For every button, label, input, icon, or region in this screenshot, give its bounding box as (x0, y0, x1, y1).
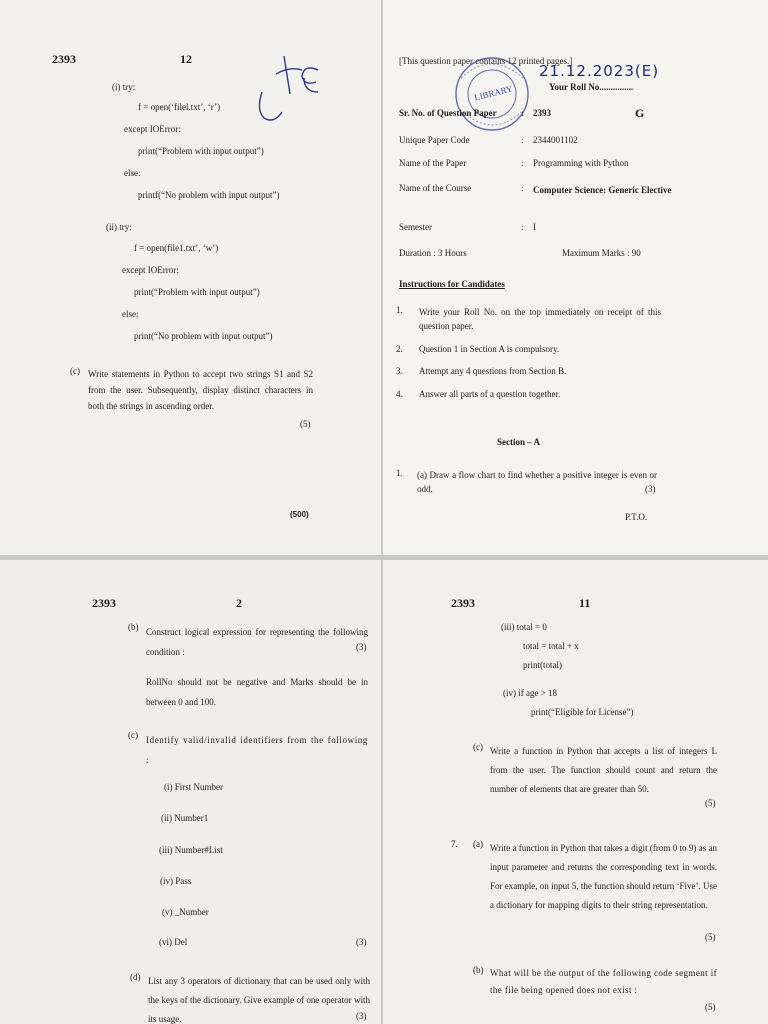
question-text: Write statements in Python to accept two strings S1 and S2 from the user. Subsequently, display distinct characters in both the strings in ascending order. (88, 369, 313, 411)
field-colon: : (521, 158, 524, 168)
field-label: Name of the Course (399, 183, 472, 193)
question-text: Construct logical expression for representing the following condition : (146, 627, 368, 657)
code-line: (iii) total = 0 (501, 622, 547, 632)
code-line: except IOError: (124, 124, 181, 134)
code-line: else: (122, 309, 139, 319)
print-count: (500) (290, 510, 309, 519)
field-colon: : (521, 108, 524, 118)
instruction-text: Question 1 in Section A is compulsory. (419, 344, 560, 354)
maximum-marks: Maximum Marks : 90 (562, 248, 641, 258)
pto-marker: P.T.O. (625, 512, 648, 522)
question-marks: (5) (705, 932, 716, 942)
question-number: 1. (396, 468, 403, 478)
condition-text: RollNo should not be negative and Marks should be in between 0 and 100. (146, 677, 368, 707)
exam-page-11 (383, 560, 768, 1024)
code-line: print(total) (523, 660, 562, 670)
field-colon: : (521, 183, 524, 193)
duration: Duration : 3 Hours (399, 248, 467, 258)
question-marks: (3) (356, 1011, 367, 1021)
identifier-option: (ii) Number1 (161, 813, 209, 823)
question-text: Write a function in Python that accepts a list of integers L from the user. The function should count and return the number of elements that are greater than 50. (490, 746, 717, 794)
question-marks: (5) (705, 1002, 716, 1012)
instructions-title: Instructions for Candidates (399, 279, 505, 289)
roll-number-label: Your Roll No............... (549, 82, 634, 92)
set-code: G (635, 106, 645, 120)
instruction-number: 2. (396, 344, 403, 354)
question-label: (c) (128, 730, 138, 740)
question-text: (a) Draw a flow chart to find whether a positive integer is even or odd. (417, 470, 657, 494)
question-text: Identify valid/invalid identifiers from the following : (146, 735, 368, 765)
question-marks: (3) (356, 642, 367, 652)
instruction-text: Attempt any 4 questions from Section B. (419, 366, 567, 376)
paper-number: 2393 (451, 596, 475, 610)
code-line: (i) try: (112, 82, 136, 92)
instruction-text: Write your Roll No. on the top immediately on receipt of this question paper. (419, 307, 661, 331)
handwritten-date: 21.12.2023(E) (539, 62, 660, 80)
code-line: print(“Problem with input output”) (138, 146, 264, 156)
handwritten-mark (0, 0, 381, 555)
code-line: total = total + x (523, 641, 579, 651)
field-label: Unique Paper Code (399, 135, 470, 145)
field-label: Name of the Paper (399, 158, 467, 168)
identifier-option: (iii) Number#List (159, 845, 223, 855)
field-label: Sr. No. of Question Paper (399, 108, 497, 118)
section-title: Section – A (497, 437, 541, 447)
question-label: (d) (130, 972, 141, 982)
field-label: Semester (399, 222, 432, 232)
code-line: print(“No problem with input output”) (134, 331, 273, 341)
question-label: (b) (473, 965, 484, 975)
code-line: (iv) if age > 18 (503, 688, 558, 698)
header-note: [This question paper contains 12 printed pages.] (399, 56, 573, 66)
question-label: (c) (70, 366, 80, 376)
identifier-option: (vi) Del (159, 937, 188, 947)
page-number: 12 (180, 52, 192, 66)
field-colon: : (521, 135, 524, 145)
identifier-option: (iv) Pass (160, 876, 192, 886)
field-value: 2393 (533, 108, 551, 118)
question-text: What will be the output of the following code segment if the file being opened does not exist : (490, 968, 717, 995)
instruction-text: Answer all parts of a question together. (419, 389, 561, 399)
code-line: print(“Eligible for License”) (531, 707, 634, 717)
page-number: 2 (236, 596, 242, 610)
question-marks: (5) (300, 419, 311, 429)
question-label: (c) (473, 742, 483, 752)
page-number: 11 (579, 596, 591, 610)
question-text: Write a function in Python that takes a digit (from 0 to 9) as an input parameter and returns the corresponding text in words. For example, on input 5, the function should return ‘Five’. Use a dictionary for mapping digits to their string representation. (490, 843, 717, 910)
field-colon: : (521, 222, 524, 232)
code-line: printf(“No problem with input output”) (138, 190, 280, 200)
code-line: f = open(‘filel.txt’, ‘r’) (138, 102, 221, 112)
question-marks: (5) (705, 798, 716, 808)
exam-page-1 (383, 0, 768, 555)
question-label: (a) (473, 839, 483, 849)
code-line: except IOError: (122, 265, 179, 275)
code-line: else: (124, 168, 141, 178)
paper-number: 2393 (52, 52, 76, 66)
instruction-number: 3. (396, 366, 403, 376)
field-value: 2344001102 (533, 135, 578, 145)
paper-number: 2393 (92, 596, 116, 610)
field-value: I (533, 222, 536, 232)
code-line: print(“Problem with input output”) (134, 287, 260, 297)
code-line: f = open(file1.txt’, ‘w’) (134, 243, 219, 253)
identifier-option: (v) _Number (162, 907, 209, 917)
question-marks: (3) (356, 937, 367, 947)
exam-page-2 (0, 560, 381, 1024)
question-text: List any 3 operators of dictionary that can be used only with the keys of the dictionary. Give example of one operator with its usage. (148, 976, 370, 1024)
stamp-text: LIBRARY (473, 83, 514, 103)
instruction-number: 4. (396, 389, 403, 399)
question-marks: (3) (645, 484, 656, 494)
identifier-option: (i) First Number (164, 782, 223, 792)
instruction-number: 1. (396, 305, 403, 315)
field-value: Programming with Python (533, 158, 629, 168)
exam-page-12 (0, 0, 381, 555)
question-label: (b) (128, 622, 139, 632)
code-line: (ii) try: (106, 222, 132, 232)
field-value: Computer Science: Generic Elective (533, 185, 672, 195)
question-number: 7. (451, 839, 458, 849)
